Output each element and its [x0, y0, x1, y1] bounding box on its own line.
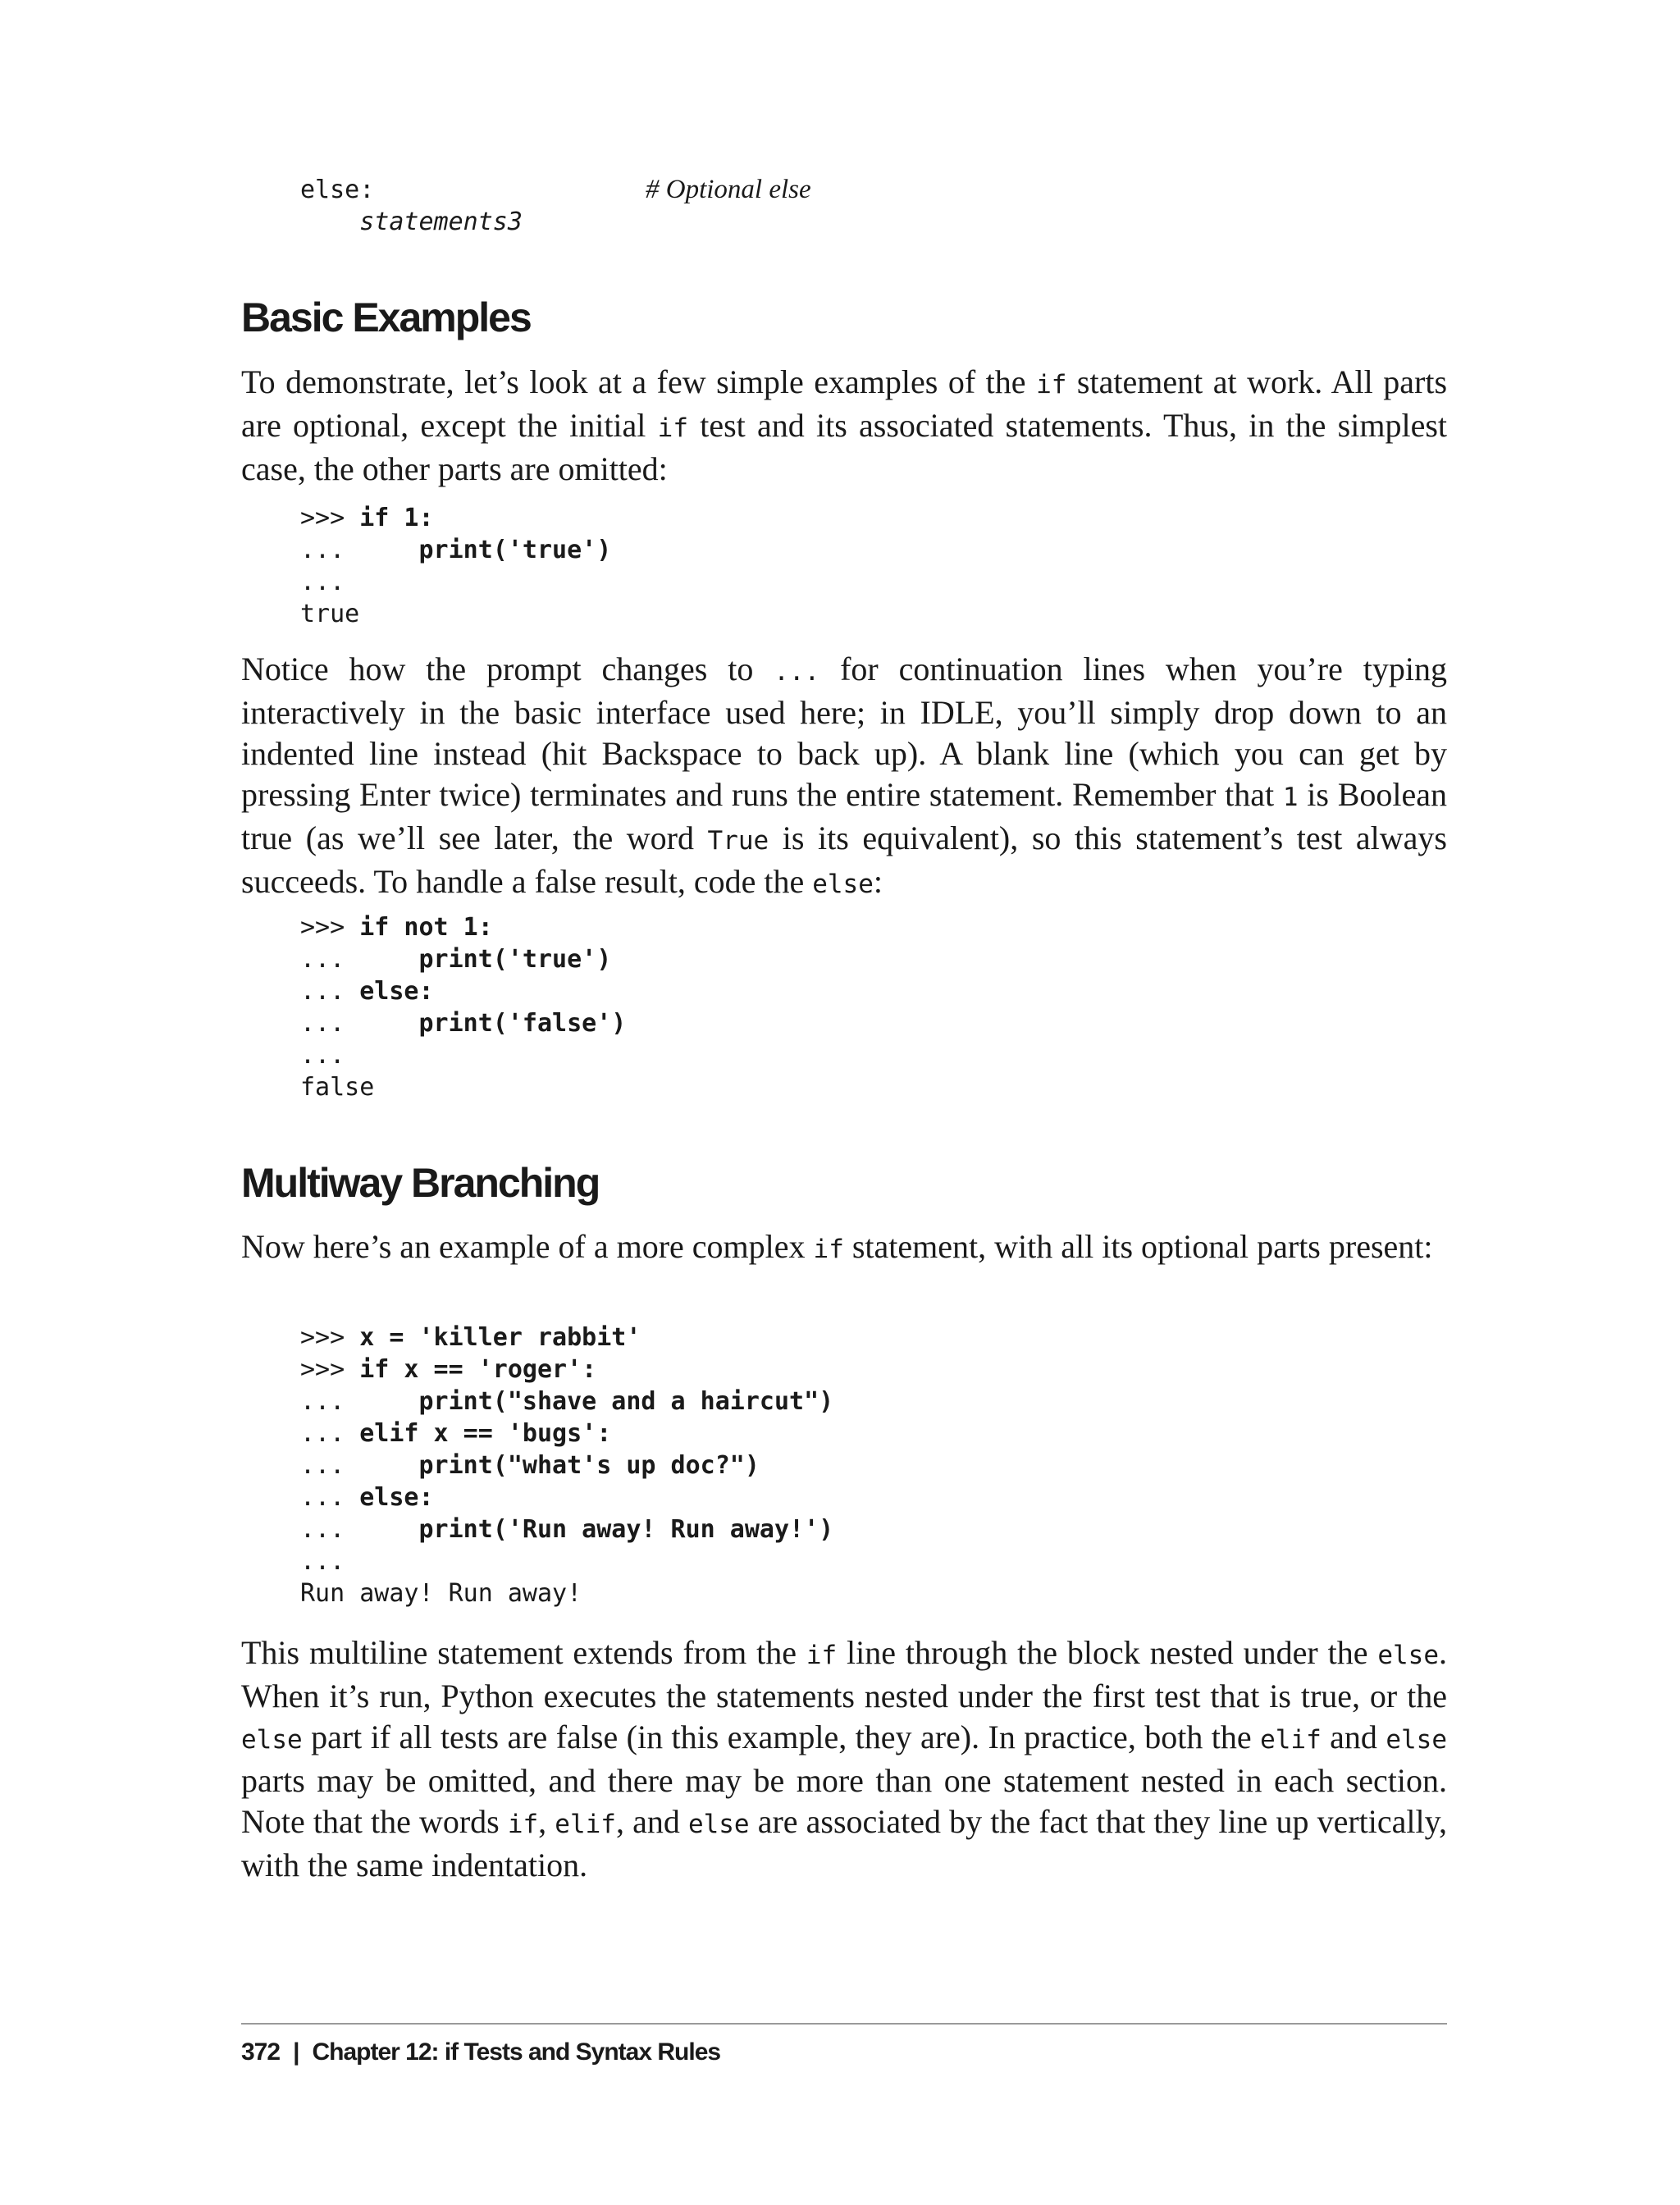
- code-line: [300, 502, 611, 534]
- code-block-elif-example: [300, 1322, 833, 1609]
- code-input: else:: [359, 977, 434, 1006]
- text-run: :: [873, 863, 883, 900]
- code-block-else-syntax: [300, 174, 523, 238]
- code-line: [300, 1354, 833, 1386]
- footer-divider: [241, 2023, 1447, 2025]
- paragraph-multiline-explanation: [241, 1632, 1447, 1886]
- code-input: else:: [359, 1483, 434, 1512]
- code-line: [300, 975, 626, 1007]
- inline-code: if: [806, 1641, 838, 1670]
- code-prompt: ...: [300, 1515, 419, 1544]
- code-line: [300, 1322, 833, 1354]
- code-prompt: ...: [300, 1547, 345, 1576]
- text-run: This multiline statement extends from the: [241, 1634, 806, 1671]
- footer-separator: |: [293, 2038, 299, 2066]
- code-prompt: ...: [300, 536, 419, 564]
- code-prompt: false: [300, 1073, 375, 1102]
- code-input: print('false'): [418, 1009, 627, 1038]
- text-run: for continuation lines when you’re typing interactively in the basic interface used here; in IDLE, you’ll simply drop down to an indented line instead (hit Backspace to back up). A blank line (which you can get by pressing Enter twice) terminates and runs the entire statement. Remember that: [241, 651, 1447, 813]
- inline-code: if: [507, 1810, 539, 1839]
- paragraph-prompt-explanation: [241, 649, 1447, 905]
- page-number: 372: [241, 2038, 281, 2066]
- code-input: elif x == 'bugs':: [359, 1419, 612, 1448]
- inline-code: else: [687, 1810, 750, 1839]
- code-input: if not 1:: [359, 913, 493, 942]
- code-prompt: >>>: [300, 1323, 360, 1352]
- text-run: statement at work. All parts are optional, except the initial: [241, 363, 1448, 444]
- inline-code: elif: [555, 1810, 616, 1839]
- code-block-if-else-example: [300, 911, 626, 1103]
- code-comment: # Optional else: [646, 175, 811, 204]
- code-prompt: ...: [300, 1009, 419, 1038]
- inline-code: else: [812, 870, 874, 899]
- code-input: print('true'): [418, 945, 612, 974]
- inline-code: else: [241, 1725, 303, 1755]
- code-prompt: ...: [300, 1419, 360, 1448]
- code-line: [300, 911, 626, 943]
- text-run: Now here’s an example of a more complex: [241, 1228, 814, 1265]
- chapter-title: Chapter 12: if Tests and Syntax Rules: [312, 2038, 721, 2066]
- code-line: else:: [300, 176, 375, 204]
- code-prompt: ...: [300, 977, 360, 1006]
- text-run: statement, with all its optional parts present:: [843, 1228, 1433, 1265]
- inline-code: True: [707, 826, 769, 856]
- text-run: test and its associated statements. Thus, in the simplest case, the other parts are omitted:: [241, 407, 1447, 487]
- inline-code: elif: [1260, 1725, 1322, 1755]
- code-input: print('true'): [418, 536, 612, 564]
- page-footer: [241, 2035, 720, 2070]
- text-run: is Boolean true (as we’ll see later, the word: [241, 776, 1447, 856]
- section-heading-multiway-branching: Multiway Branching: [241, 1160, 600, 1206]
- code-prompt: >>>: [300, 1355, 360, 1384]
- inline-code: ...: [774, 657, 820, 687]
- text-run: , and: [615, 1803, 688, 1840]
- inline-code: if: [657, 413, 688, 443]
- code-line: [300, 943, 626, 975]
- code-line: statements3: [300, 208, 523, 236]
- code-input: x = 'killer rabbit': [359, 1323, 641, 1352]
- code-line: [300, 1418, 833, 1449]
- paragraph-intro: [241, 362, 1447, 490]
- text-run: are associated by the fact that they line up vertically, with the same indentation.: [241, 1803, 1448, 1883]
- code-prompt: ...: [300, 1483, 360, 1512]
- code-line: [300, 566, 611, 598]
- code-line: [300, 534, 611, 566]
- code-block-if-example: [300, 502, 611, 630]
- code-input: print("shave and a haircut"): [418, 1387, 834, 1416]
- code-prompt: ...: [300, 1387, 419, 1416]
- code-line: [300, 1007, 626, 1039]
- code-input: if 1:: [359, 504, 434, 532]
- text-run: is its equivalent), so this statement’s test always succeeds. To handle a false result, code the: [241, 819, 1447, 900]
- code-input: print('Run away! Run away!'): [418, 1515, 834, 1544]
- code-line: [300, 598, 611, 630]
- code-input: print("what's up doc?"): [418, 1451, 760, 1480]
- text-run: parts may be omitted, and there may be more than one statement nested in each section. Note that the words: [241, 1762, 1447, 1840]
- inline-code: if: [1036, 370, 1067, 399]
- code-line: [300, 1545, 833, 1577]
- code-prompt: >>>: [300, 504, 360, 532]
- section-heading-basic-examples: Basic Examples: [241, 294, 531, 340]
- code-line: [300, 1513, 833, 1545]
- text-run: line through the block nested under the: [837, 1634, 1378, 1671]
- text-run: and: [1321, 1719, 1386, 1755]
- code-prompt: ...: [300, 1451, 419, 1480]
- text-run: To demonstrate, let’s look at a few simple examples of the: [241, 363, 1037, 400]
- code-prompt: ...: [300, 568, 345, 596]
- inline-code: else: [1377, 1641, 1440, 1670]
- inline-code: 1: [1282, 783, 1299, 812]
- code-prompt: Run away! Run away!: [300, 1579, 582, 1608]
- paragraph-multiway-intro: [241, 1226, 1447, 1270]
- text-run: Notice how the prompt changes to: [241, 651, 774, 687]
- inline-code: if: [813, 1235, 844, 1264]
- code-line: [300, 1386, 833, 1418]
- text-run: ,: [538, 1803, 555, 1840]
- code-line: [300, 1039, 626, 1071]
- code-input: if x == 'roger':: [359, 1355, 597, 1384]
- code-line: [300, 1071, 626, 1103]
- inline-code: else: [1386, 1725, 1447, 1755]
- code-prompt: true: [300, 600, 360, 628]
- code-line: [300, 1449, 833, 1481]
- code-prompt: >>>: [300, 913, 360, 942]
- code-prompt: ...: [300, 1041, 345, 1070]
- text-run: part if all tests are false (in this example, they are). In practice, both the: [302, 1719, 1261, 1755]
- code-prompt: ...: [300, 945, 419, 974]
- text-run: . When it’s run, Python executes the statements nested under the first test that is true, or the: [241, 1634, 1448, 1714]
- code-line: [300, 1577, 833, 1609]
- code-line: [300, 1481, 833, 1513]
